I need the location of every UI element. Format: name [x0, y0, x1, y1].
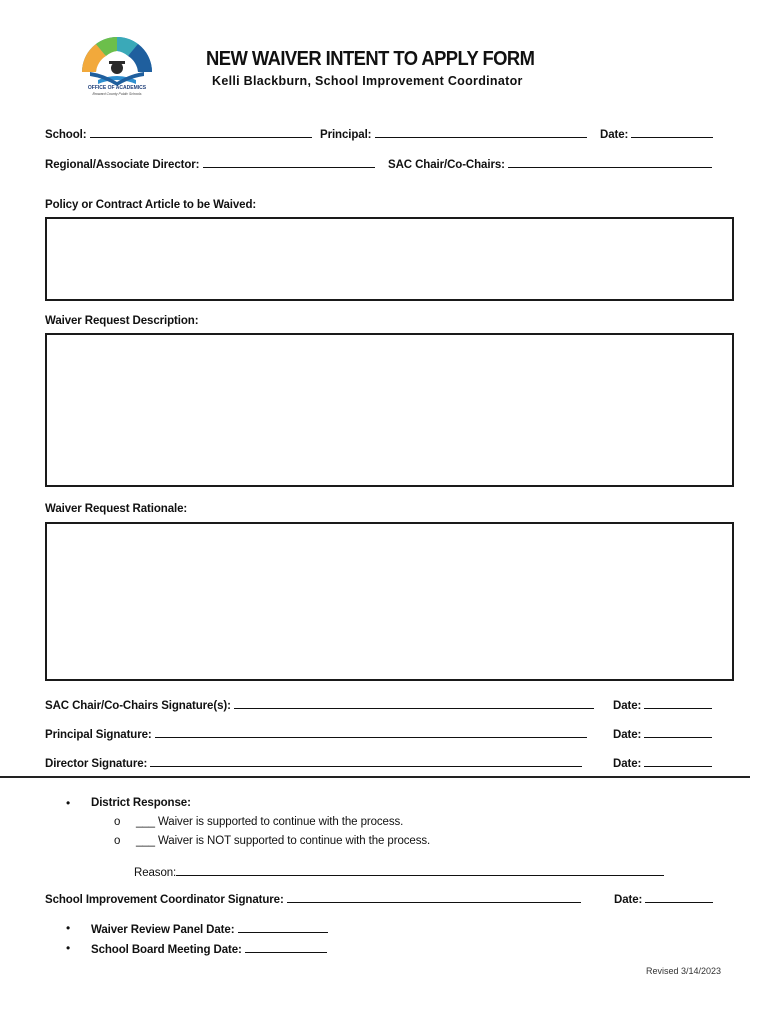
- date-label: Date:: [600, 129, 629, 141]
- reason-field[interactable]: [176, 865, 664, 876]
- sac-chairs-field[interactable]: [508, 157, 712, 168]
- board-date-row: [91, 942, 327, 956]
- principal-date-row: [613, 727, 712, 741]
- principal-field[interactable]: [375, 127, 587, 138]
- bullet-icon: •: [66, 796, 71, 810]
- sac-date-row: [613, 698, 712, 712]
- director-date-field[interactable]: [644, 756, 712, 767]
- bullet-icon: •: [66, 941, 71, 955]
- coordinator-date-field[interactable]: [645, 892, 713, 903]
- principal-signature-label: Principal Signature:: [45, 729, 152, 741]
- rationale-label: Waiver Request Rationale:: [45, 503, 188, 515]
- school-label: School:: [45, 129, 87, 141]
- sac-date-label: Date:: [613, 700, 642, 712]
- panel-date-field[interactable]: [238, 922, 328, 933]
- section-divider: [0, 776, 750, 778]
- coordinator-date-label: Date:: [614, 894, 643, 906]
- principal-date-label: Date:: [613, 729, 642, 741]
- coordinator-signature-row: [45, 892, 581, 906]
- principal-date-field[interactable]: [644, 727, 712, 738]
- panel-date-label: Waiver Review Panel Date:: [91, 924, 235, 936]
- policy-label: Policy or Contract Article to be Waived:: [45, 199, 257, 211]
- description-label: Waiver Request Description:: [45, 315, 199, 327]
- regional-director-row: [45, 157, 375, 171]
- revised-date: Revised 3/14/2023: [646, 966, 722, 976]
- director-signature-field[interactable]: [150, 756, 582, 767]
- sac-date-field[interactable]: [644, 698, 712, 709]
- coordinator-date-row: [614, 892, 713, 906]
- school-row: [45, 127, 312, 141]
- regional-director-field[interactable]: [203, 157, 375, 168]
- sac-signature-label: SAC Chair/Co-Chairs Signature(s):: [45, 700, 231, 712]
- principal-row: [320, 127, 587, 141]
- panel-date-row: [91, 922, 328, 936]
- board-date-label: School Board Meeting Date:: [91, 944, 242, 956]
- principal-signature-row: [45, 727, 587, 741]
- form-title: NEW WAIVER INTENT TO APPLY FORM: [206, 48, 535, 70]
- coordinator-signature-label: School Improvement Coordinator Signature:: [45, 894, 284, 906]
- policy-textbox[interactable]: [45, 217, 734, 301]
- principal-signature-field[interactable]: [155, 727, 587, 738]
- school-field[interactable]: [90, 127, 312, 138]
- board-date-field[interactable]: [245, 942, 327, 953]
- reason-row: [134, 865, 664, 879]
- director-date-row: [613, 756, 712, 770]
- regional-director-label: Regional/Associate Director:: [45, 159, 200, 171]
- bullet-icon: •: [66, 921, 71, 935]
- sac-signature-field[interactable]: [234, 698, 594, 709]
- sub-bullet-icon: o: [114, 835, 121, 847]
- reason-label: Reason:: [134, 867, 177, 879]
- sac-signature-row: [45, 698, 594, 712]
- sac-chairs-label: SAC Chair/Co-Chairs:: [388, 159, 505, 171]
- office-of-academics-logo: [76, 28, 158, 106]
- director-signature-label: Director Signature:: [45, 758, 148, 770]
- logo-subtext: Broward County Public Schools: [92, 92, 142, 96]
- coordinator-signature-field[interactable]: [287, 892, 581, 903]
- sac-chairs-row: [388, 157, 712, 171]
- sub-bullet-icon: o: [114, 816, 121, 828]
- director-signature-row: [45, 756, 582, 770]
- option-not-supported[interactable]: ___ Waiver is NOT supported to continue with the process.: [136, 835, 431, 847]
- district-response-heading: District Response:: [91, 797, 191, 809]
- director-date-label: Date:: [613, 758, 642, 770]
- date-row: [600, 127, 713, 141]
- rationale-textbox[interactable]: [45, 522, 734, 681]
- description-textbox[interactable]: [45, 333, 734, 487]
- date-field[interactable]: [631, 127, 713, 138]
- form-subtitle: Kelli Blackburn, School Improvement Coordinator: [212, 74, 523, 88]
- option-supported[interactable]: ___ Waiver is supported to continue with the process.: [136, 816, 404, 828]
- logo-text: OFFICE OF ACADEMICS: [87, 85, 147, 91]
- principal-label: Principal:: [320, 129, 372, 141]
